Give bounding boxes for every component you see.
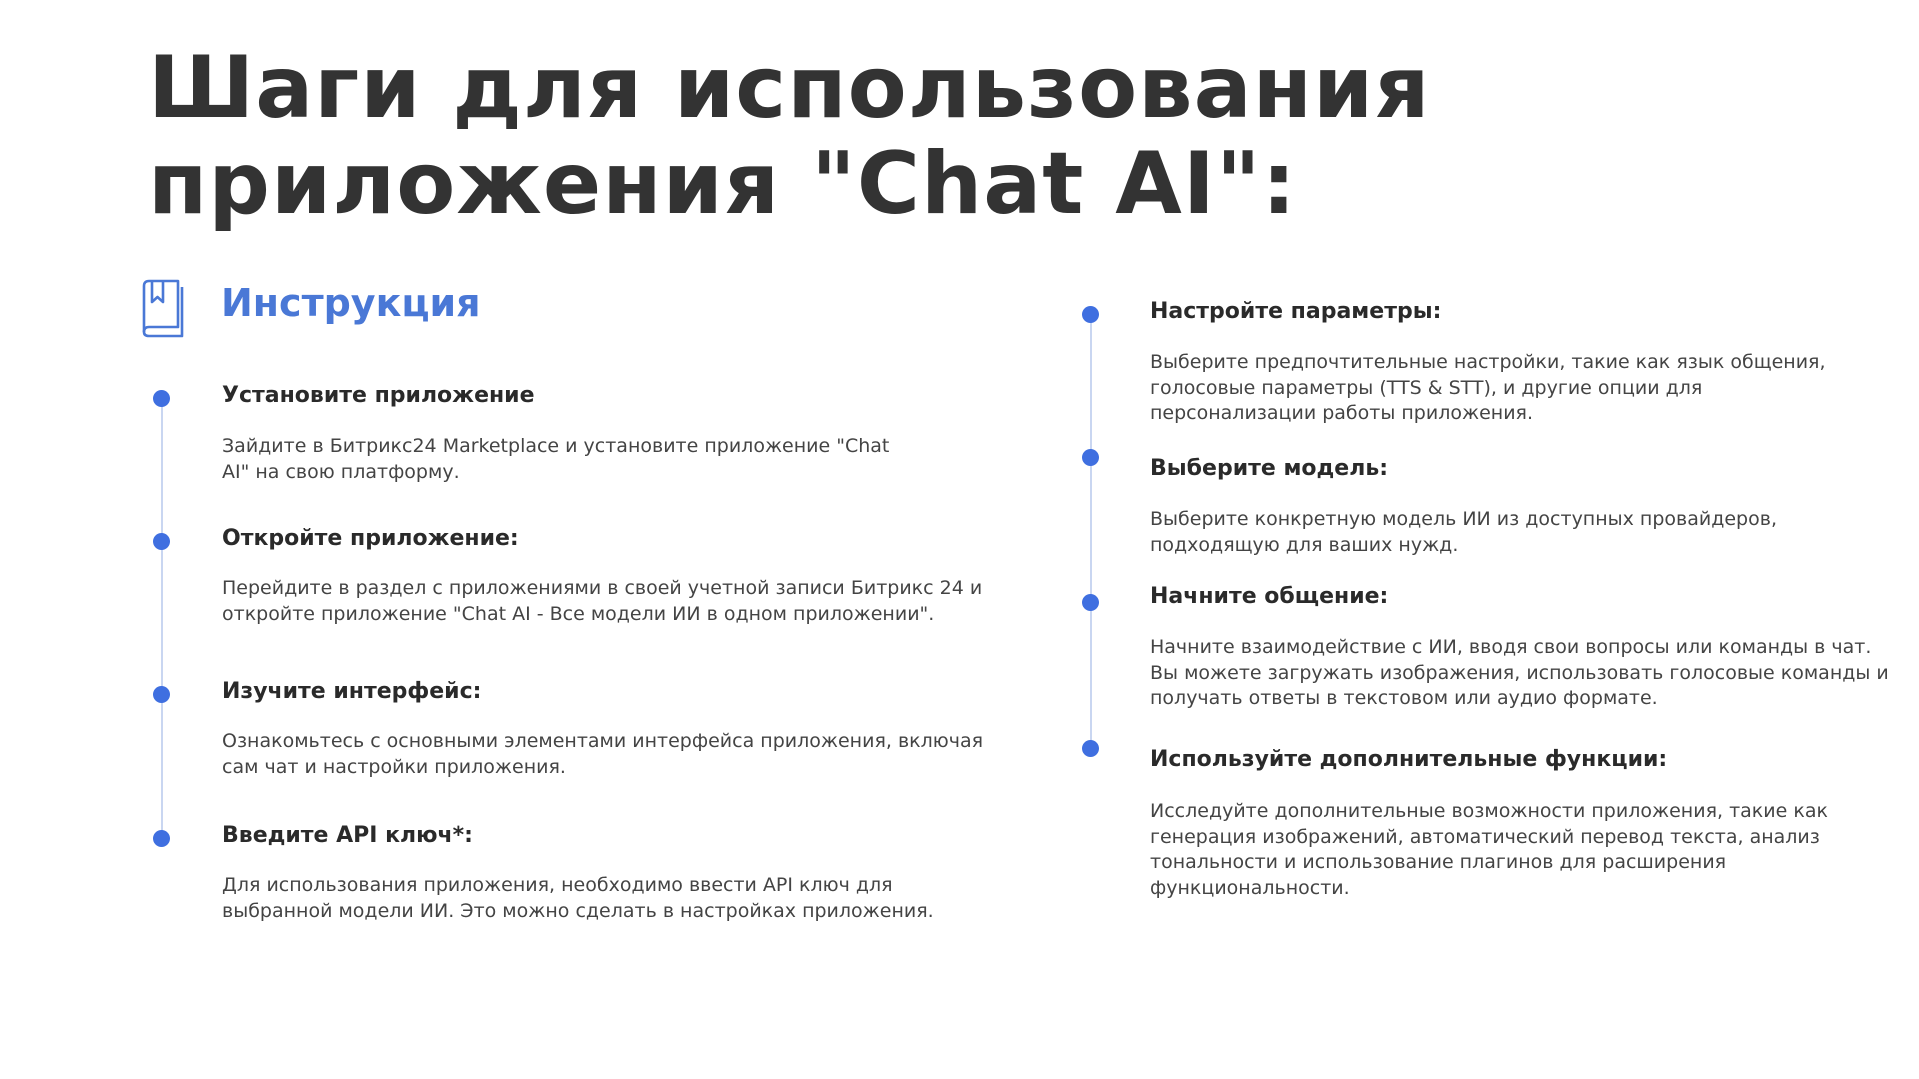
step-title: Установите приложение bbox=[222, 383, 535, 408]
step-description: Начните взаимодействие с ИИ, вводя свои вопросы или команды в чат. Вы можете загружать изображения, использовать голосовые команды и получать ответы в текстовом или аудио формате. bbox=[1150, 636, 1889, 709]
step-dot bbox=[1082, 449, 1099, 466]
page-title bbox=[148, 40, 1548, 232]
step-description: Ознакомьтесь с основными элементами интерфейса приложения, включая сам чат и настройки приложения. bbox=[222, 730, 984, 778]
step-dot bbox=[153, 533, 170, 550]
step-description: Перейдите в раздел с приложениями в своей учетной записи Битрикс 24 и откройте приложение "Chat AI - Все модели ИИ в одном приложении". bbox=[222, 577, 983, 625]
section-title: Инструкция bbox=[221, 281, 481, 325]
step-description: Выберите предпочтительные настройки, такие как язык общения, голосовые параметры (TTS & STT), и другие опции для персонализации работы приложения. bbox=[1150, 351, 1826, 424]
step-description: Выберите конкретную модель ИИ из доступных провайдеров, подходящую для ваших нужд. bbox=[1150, 508, 1777, 556]
step-title: Выберите модель: bbox=[1150, 456, 1389, 481]
step-dot bbox=[153, 390, 170, 407]
step-description: Исследуйте дополнительные возможности приложения, такие как генерация изображений, автоматический перевод текста, анализ тональности и использование плагинов для расширения функциональности. bbox=[1150, 800, 1828, 899]
step-title: Изучите интерфейс: bbox=[222, 679, 482, 704]
step-description: Зайдите в Битрикс24 Marketplace и установите приложение "Chat AI" на свою платформу. bbox=[222, 435, 890, 483]
timeline-line-left bbox=[161, 398, 163, 838]
page-title-line-2: приложения "Chat AI": bbox=[148, 134, 1298, 234]
page-title-line-1: Шаги для использования bbox=[148, 38, 1431, 138]
step-dot bbox=[1082, 740, 1099, 757]
step-description: Для использования приложения, необходимо ввести API ключ для выбранной модели ИИ. Это можно сделать в настройках приложения. bbox=[222, 874, 934, 922]
step-dot bbox=[1082, 306, 1099, 323]
step-dot bbox=[1082, 594, 1099, 611]
step-dot bbox=[153, 686, 170, 703]
step-title: Откройте приложение: bbox=[222, 526, 519, 551]
step-title: Введите API ключ*: bbox=[222, 823, 473, 848]
step-title: Используйте дополнительные функции: bbox=[1150, 747, 1668, 772]
book-icon bbox=[138, 278, 186, 338]
timeline-line-right bbox=[1090, 322, 1092, 752]
step-dot bbox=[153, 830, 170, 847]
step-title: Начните общение: bbox=[1150, 584, 1389, 609]
step-title: Настройте параметры: bbox=[1150, 299, 1442, 324]
